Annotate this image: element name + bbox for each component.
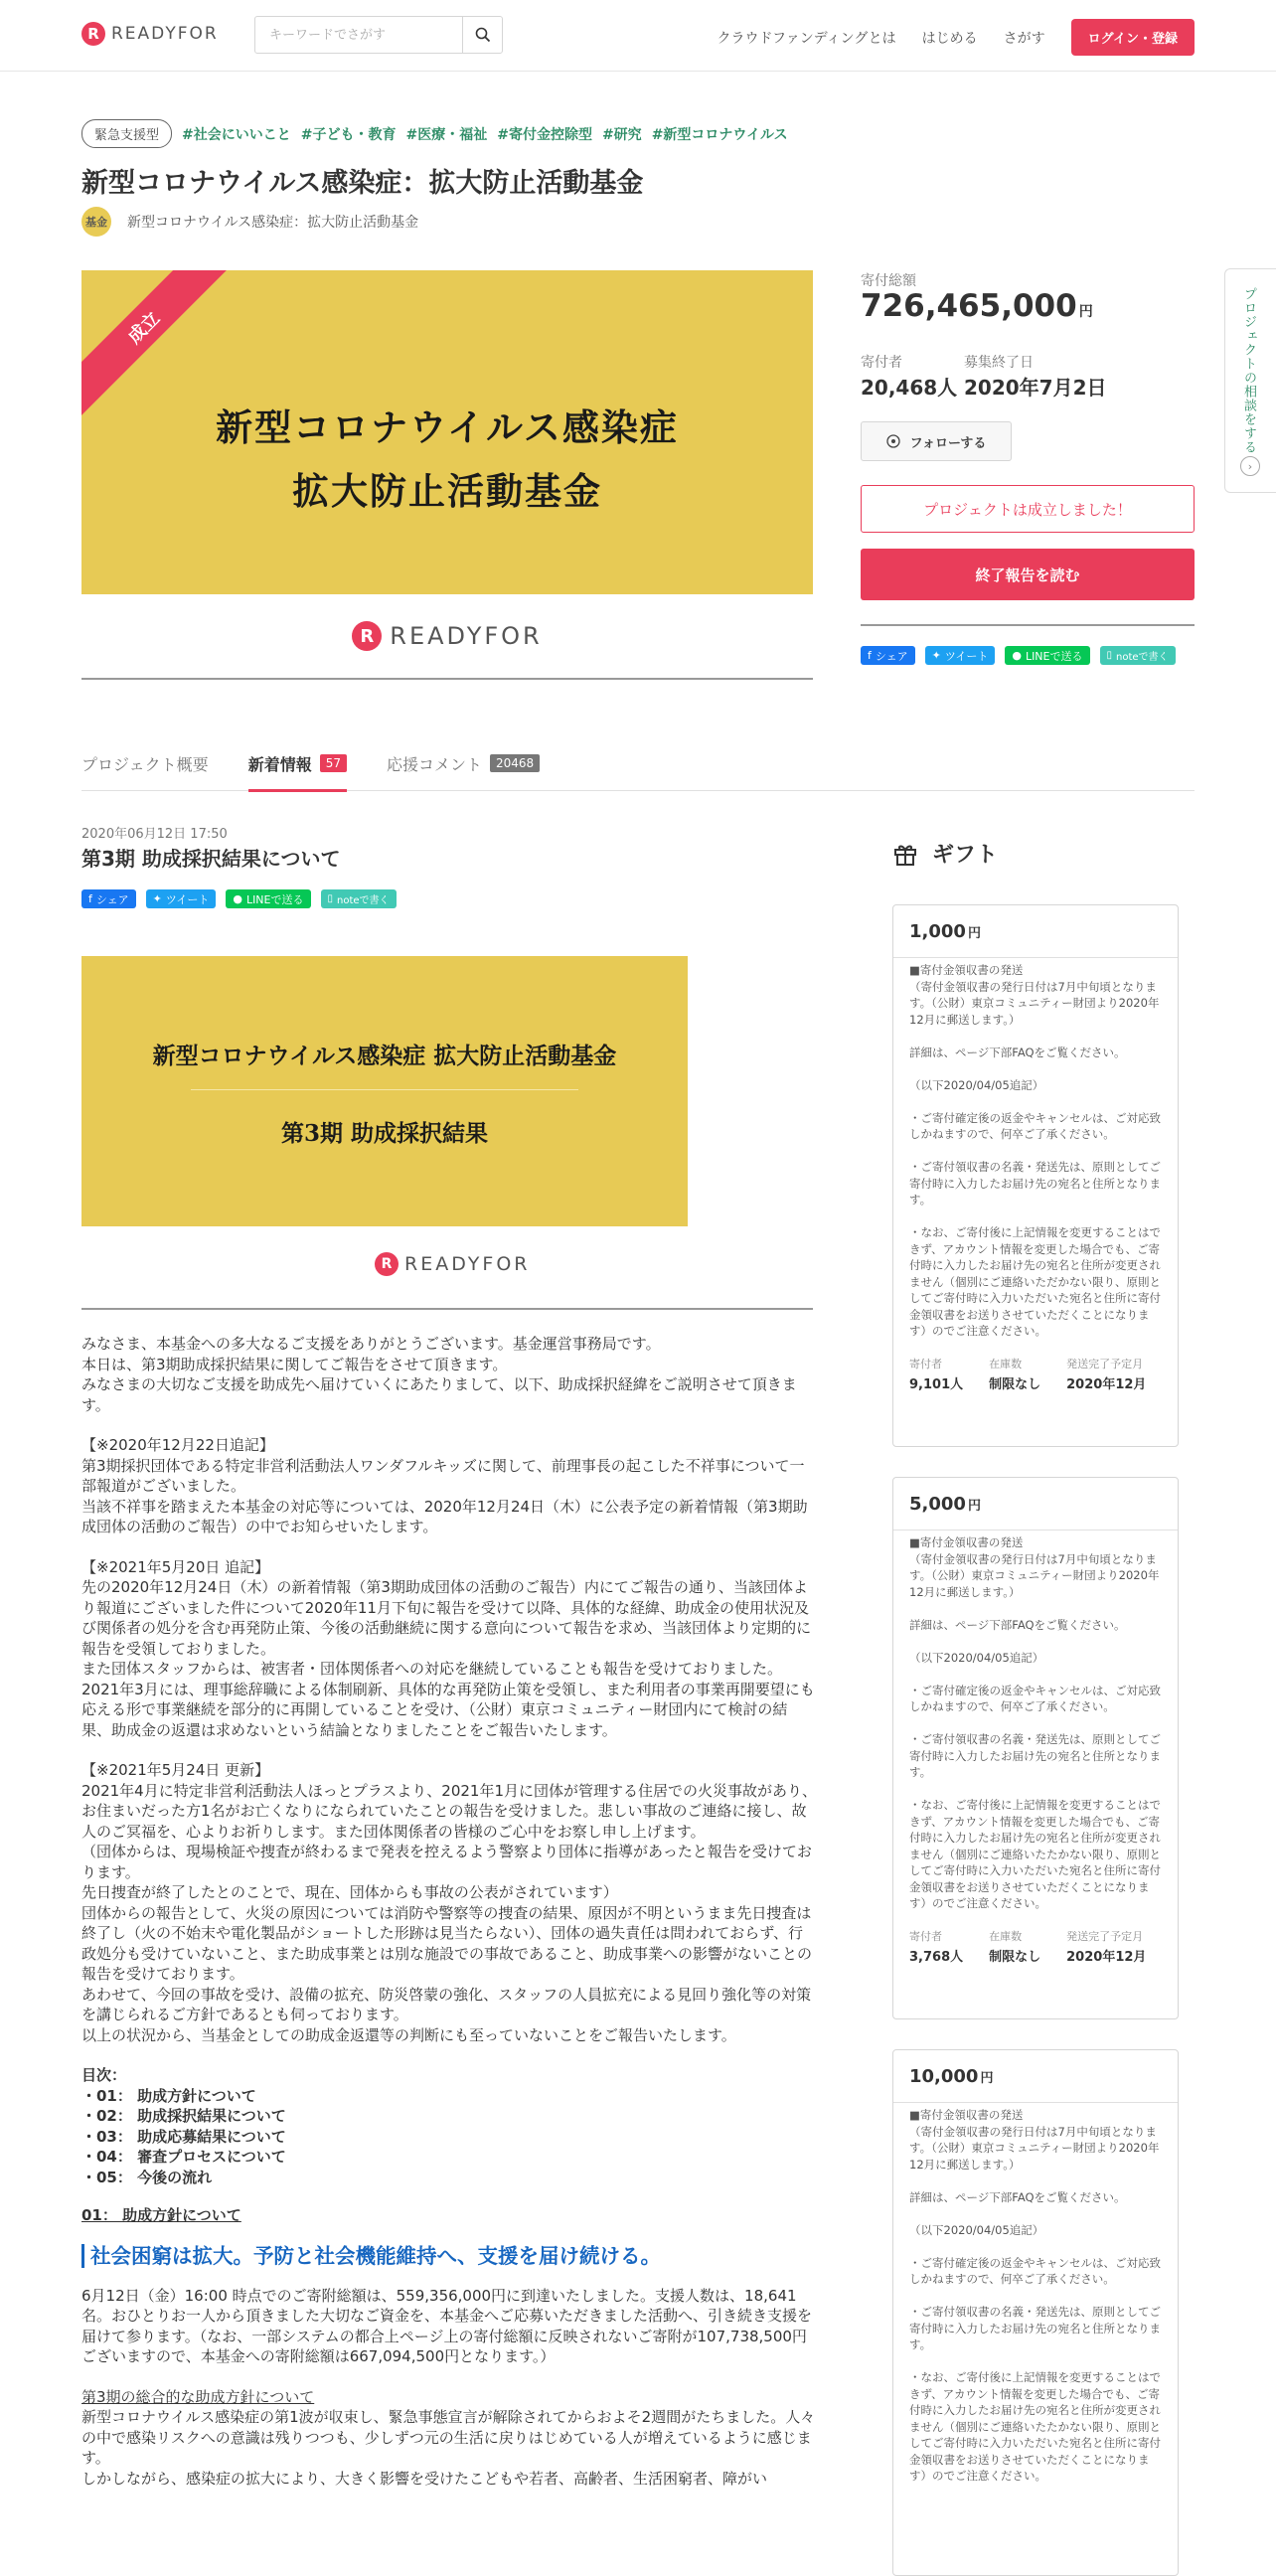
readyfor-logo-icon: R bbox=[352, 621, 382, 651]
comment-count-badge: 20468 bbox=[490, 754, 540, 772]
site-logo[interactable] bbox=[81, 22, 219, 46]
article-image-footer bbox=[81, 1226, 813, 1310]
twitter-icon: ✦ bbox=[152, 892, 162, 905]
gift-stock-label: 在庫数 bbox=[989, 1357, 1023, 1370]
owner-name: 新型コロナウイルス感染症：拡大防止活動基金 bbox=[127, 215, 419, 231]
gift-meta bbox=[909, 1928, 1162, 1965]
share-label: ツイート bbox=[165, 892, 210, 906]
gift-ship-value: 2020年12月 bbox=[1066, 1949, 1147, 1965]
gift-ship-label: 発送完了予定月 bbox=[1066, 1357, 1144, 1370]
article-image-line2: 第3期 助成採択結果 bbox=[280, 1120, 488, 1147]
divider bbox=[861, 624, 1195, 626]
article-paragraph: 【※2021年5月24日 更新】 2021年4月に特定非営利活動法人ほっとプラスより、2021年1月に団体が管理する住居での火災事故があり、お住まいだった方1名がお亡くなりになられていたことの報告を受けました。悲しい事故のご連絡に接し、故人のご冥福を、心よりお祈りします。また団体関係者の皆様のご心中をお察し申し上げます。 （団体からは、現場検証や捜査が終わるまで発表を控えるよう警察より団体に指導があったと報告を受けております。 先日捜査が終了したとのことで、現在、団体からも事故の公表がされています） 団体からの報告として、火災の原因については消防や警察等の捜査の結果、原因が不明というまま先日捜査は終了し（火の不始末や電化製品がショートした形跡は見当たらない）、団体の過失責任は問われておらず、行政処分も受けていないこと、また助成事業とは別な施設での事故であること、助成事業への影響がないことの報告を受けております。 あわせて、今回の事故を受け、設備の拡充、防災啓蒙の強化、スタッフの人員拡充による見回り強化等の対策を講じられるご方針であるとも伺っております。 以上の状況から、当基金としての助成金返還等の判断にも至っていないことをご報告いたします。 bbox=[81, 1761, 817, 2044]
tab-label: 応援コメント bbox=[386, 754, 482, 774]
search-button[interactable] bbox=[462, 17, 502, 53]
toc-heading: 目次： bbox=[81, 2066, 127, 2084]
share-buttons bbox=[861, 646, 1176, 665]
consult-label: プロジェクトの相談をする bbox=[1241, 287, 1256, 454]
project-tabs bbox=[81, 735, 1195, 791]
gift-stock-value: 制限なし bbox=[989, 1949, 1041, 1965]
total-value: 726,465,000 bbox=[861, 288, 1077, 324]
donors-value: 20,468人 bbox=[861, 376, 958, 400]
readyfor-logo-icon: R bbox=[81, 22, 105, 46]
hero-logo-text: READYFOR bbox=[390, 622, 543, 650]
total-amount bbox=[861, 288, 1093, 324]
end-date-label: 募集終了日 bbox=[964, 355, 1034, 371]
share-label: noteで書く bbox=[337, 895, 390, 906]
nav-search[interactable]: さがす bbox=[1003, 30, 1045, 47]
share-label: LINEで送る bbox=[1025, 649, 1083, 663]
hero-footer bbox=[81, 594, 813, 680]
facebook-icon: f bbox=[868, 649, 872, 662]
search-input[interactable] bbox=[255, 17, 462, 53]
divider bbox=[893, 957, 1178, 958]
article-paragraph: 6月12日（金）16:00 時点でのご寄附総額は、559,356,000円に到達いたしました。支援人数は、18,641名。おひとりお一人から頂きました大切なご資金を、本基金へご応募いただきました活動へ、引き続き支援を届けて参ります。（なお、一部システムの都合上ページ上の寄付総額に反映されないご寄附が107,738,500円ございますので、本基金への寄附総額は667,094,500円となります。） bbox=[81, 2286, 813, 2365]
article-paragraph: 【※2021年5月20日 追記】 先の2020年12月24日（木）の新着情報（第3期助成団体の活動のご報告）内にてご報告の通り、当該団体より報道にございました件について2020年11月下旬に報告を受けて以降、具体的な経緯、助成金の使用状況及び関係者の処分を含む再発防止策、今後の活動継続に関する意向について報告を求め、当該団体より定期的に報告を受領しておりました。 また団体スタッフからは、被害者・団体関係者への対応を継続していることも報告を受けておりました。 2021年3月には、理事総辞職による体制刷新、具体的な再発防止策を受領し、また利用者の事業再開要望にも応える形で事業継続を部分的に再開していることを受け、（公財）東京コミュニティー財団内にて検討の結果、助成金の返還は求めないという結論となりましたことをご報告いたします。 bbox=[81, 1557, 815, 1739]
login-button[interactable]: ログイン・登録 bbox=[1071, 19, 1195, 56]
line-share-button[interactable] bbox=[1005, 646, 1089, 665]
tag-link[interactable]: #寄付金控除型 bbox=[497, 126, 592, 143]
article-paragraph: みなさま、本基金への多大なるご支援をありがとうございます。基金運営事務局です。 本日は、第3期助成採択結果に関してご報告をさせて頂きます。 みなさまの大切なご支援を助成先へ届けていくにあたりまして、以下、助成採択経緯をご説明させて頂きます。 bbox=[81, 1335, 797, 1414]
top-nav bbox=[717, 19, 1195, 56]
line-icon: ● bbox=[233, 892, 242, 905]
gift-card[interactable] bbox=[892, 904, 1179, 1447]
note-icon: ▯ bbox=[1106, 650, 1113, 661]
twitter-share-button[interactable] bbox=[925, 646, 996, 665]
tab-comments[interactable] bbox=[387, 735, 540, 791]
divider bbox=[191, 1089, 578, 1090]
gift-price-value: 5,000 bbox=[909, 1494, 966, 1515]
article-body bbox=[81, 1334, 817, 2508]
gift-price-unit: 円 bbox=[967, 926, 981, 941]
gift-price-value: 10,000 bbox=[909, 2066, 979, 2087]
gift-donors-value: 9,101人 bbox=[909, 1376, 964, 1392]
project-tags bbox=[81, 119, 788, 148]
total-label: 寄付総額 bbox=[861, 273, 916, 289]
gift-price bbox=[909, 921, 1162, 942]
gift-ship-label: 発送完了予定月 bbox=[1066, 1929, 1144, 1943]
donors-label: 寄付者 bbox=[861, 355, 902, 371]
hero-title-line2: 拡大防止活動基金 bbox=[292, 469, 602, 513]
share-label: LINEで送る bbox=[245, 892, 304, 906]
note-icon: ▯ bbox=[327, 893, 334, 904]
urgent-badge: 緊急支援型 bbox=[81, 119, 172, 148]
total-unit: 円 bbox=[1078, 304, 1093, 320]
facebook-share-button[interactable] bbox=[81, 889, 136, 908]
line-icon: ● bbox=[1012, 649, 1022, 662]
news-count-badge: 57 bbox=[320, 754, 347, 772]
subsection-heading: 第3期の総合的な助成方針について bbox=[81, 2387, 315, 2406]
table-of-contents: ・01： 助成方針について ・02： 助成採択結果について ・03： 助成応募結果について ・04： 審査プロセスについて ・05： 今後の流れ bbox=[81, 2086, 286, 2186]
article-image-logo bbox=[375, 1252, 531, 1276]
nav-start[interactable]: はじめる bbox=[921, 30, 978, 47]
gift-stock-value: 制限なし bbox=[989, 1376, 1041, 1392]
article-title: 第3期 助成採択結果について bbox=[81, 847, 341, 871]
line-share-button[interactable] bbox=[226, 889, 310, 908]
tab-overview[interactable] bbox=[81, 735, 209, 791]
gift-description: ■寄付金領収書の発送 （寄付金領収書の発行日付は7月中旬頃となります。（公財）東京コミュニティー財団より2020年12月に郵送します。） 詳細は、ページ下部FAQをご覧ください。 （以下2020/04/05追記） ・ご寄付確定後の返金やキャンセルは、ご対応致しかねますので、何卒ご了承ください。 ・ご寄付領収書の名義・発送先は、原則としてご寄付時に入力したお届け先の宛名と住所となります。 ・なお、ご寄付後に上記情報を変更することはできず、アカウント情報を変更した場合でも、ご寄付時に入力したお届け先の宛名と住所が変更されません（個別にご連絡いたたかない限り、原則としてご寄付時に入力いただいた宛名と住所に寄付金領収書をお送りさせていただくことになります）のでご注意ください。 bbox=[909, 2108, 1161, 2483]
note-share-button[interactable] bbox=[321, 889, 397, 908]
read-final-report-button[interactable]: 終了報告を読む bbox=[861, 549, 1195, 600]
tab-label: プロジェクト概要 bbox=[81, 754, 209, 774]
gift-price bbox=[909, 2066, 1162, 2087]
gift-heading bbox=[892, 838, 998, 869]
facebook-icon: f bbox=[88, 892, 92, 905]
twitter-share-button[interactable] bbox=[146, 889, 217, 908]
gift-description: ■寄付金領収書の発送 （寄付金領収書の発行日付は7月中旬頃となります。（公財）東京コミュニティー財団より2020年12月に郵送します。） 詳細は、ページ下部FAQをご覧ください。 （以下2020/04/05追記） ・ご寄付確定後の返金やキャンセルは、ご対応致しかねますので、何卒ご了承ください。 ・ご寄付領収書の名義・発送先は、原則としてご寄付時に入力したお届け先の宛名と住所となります。 ・なお、ご寄付後に上記情報を変更することはできず、アカウント情報を変更した場合でも、ご寄付時に入力したお届け先の宛名と住所が変更されません（個別にご連絡いただかない限り、原則としてご寄付時に入力いただいた宛名と住所に寄付金領収書をお送りさせていただくことになります）のでご注意ください。 bbox=[909, 963, 1161, 1338]
search-box bbox=[254, 16, 503, 54]
end-date-value: 2020年7月2日 bbox=[964, 376, 1107, 400]
readyfor-logo-icon: R bbox=[375, 1252, 399, 1276]
share-label: ツイート bbox=[944, 649, 989, 663]
follow-label: フォローする bbox=[909, 435, 987, 451]
project-owner[interactable] bbox=[81, 207, 418, 237]
tag-link[interactable]: #医療・福祉 bbox=[405, 126, 488, 143]
gift-meta bbox=[909, 1356, 1162, 1392]
article-paragraph: 【※2020年12月22日追記】 第3期採択団体である特定非営利活動法人ワンダフルキッズに関して、前理事長の起こした不祥事について一部報道がございました。 当該不祥事を踏まえた本基金の対応等については、2020年12月24日（木）に公表予定の新着情報（第3期助成団体の活動のご報告）の中でお知らせいたします。 bbox=[81, 1436, 808, 1535]
search-icon bbox=[475, 27, 491, 43]
facebook-share-button[interactable] bbox=[861, 646, 915, 665]
gift-donors-value: 3,768人 bbox=[909, 1949, 964, 1965]
tag-link[interactable]: #新型コロナウイルス bbox=[651, 126, 788, 143]
gift-price-value: 1,000 bbox=[909, 921, 966, 942]
share-label: noteで書く bbox=[1116, 652, 1169, 663]
tag-link[interactable]: #研究 bbox=[601, 126, 642, 143]
tag-link[interactable]: #社会にいいこと bbox=[182, 126, 291, 143]
article-image-line1: 新型コロナウイルス感染症 拡大防止活動基金 bbox=[152, 1043, 617, 1069]
chevron-right-icon: › bbox=[1240, 456, 1260, 476]
section-link[interactable]: 01： 助成方針について bbox=[81, 2206, 241, 2224]
gift-card[interactable] bbox=[892, 1477, 1179, 2019]
gift-ship-value: 2020年12月 bbox=[1066, 1376, 1147, 1392]
tag-link[interactable]: #子ども・教育 bbox=[300, 126, 397, 143]
tab-news[interactable] bbox=[248, 735, 347, 791]
section-heading: 社会困窮は拡大。予防と社会機能維持へ、支援を届け続ける。 bbox=[81, 2244, 817, 2268]
article-image bbox=[81, 956, 688, 1226]
share-label: シェア bbox=[95, 892, 129, 906]
article-date: 2020年06月12日 17:50 bbox=[81, 827, 228, 842]
twitter-icon: ✦ bbox=[931, 649, 941, 662]
follow-button[interactable] bbox=[861, 421, 1012, 461]
gift-price-unit: 円 bbox=[980, 2071, 994, 2086]
project-hero-image bbox=[81, 270, 813, 594]
consult-side-tab[interactable] bbox=[1224, 268, 1276, 493]
gift-description: ■寄付金領収書の発送 （寄付金領収書の発行日付は7月中旬頃となります。（公財）東京コミュニティー財団より2020年12月に郵送します。） 詳細は、ページ下部FAQをご覧ください。 （以下2020/04/05追記） ・ご寄付確定後の返金やキャンセルは、ご対応致しかねますので、何卒ご了承ください。 ・ご寄付領収書の名義・発送先は、原則としてご寄付時に入力したお届け先の宛名と住所となります。 ・なお、ご寄付後に上記情報を変更することはできず、アカウント情報を変更した場合でも、ご寄付時に入力したお届け先の宛名と住所が変更されません（個別にご連絡いたたかない限り、原則としてご寄付時に入力いただいた宛名と住所に寄付金領収書をお送りさせていただくことになります）のでご注意ください。 bbox=[909, 1535, 1161, 1910]
gift-donors-label: 寄付者 bbox=[909, 1357, 942, 1370]
gift-icon bbox=[892, 841, 918, 867]
article-share-buttons bbox=[81, 889, 397, 908]
hero-title-line1: 新型コロナウイルス感染症 bbox=[216, 405, 679, 449]
tab-label: 新着情報 bbox=[247, 754, 312, 774]
owner-avatar: 基金 bbox=[81, 207, 111, 237]
success-ribbon: 成立 bbox=[81, 270, 240, 424]
gift-donors-label: 寄付者 bbox=[909, 1929, 942, 1943]
divider bbox=[893, 2102, 1178, 2103]
nav-about[interactable]: クラウドファンディングとは bbox=[717, 30, 896, 47]
gift-price-unit: 円 bbox=[967, 1499, 981, 1514]
project-success-notice: プロジェクトは成立しました！ bbox=[861, 485, 1195, 533]
share-label: シェア bbox=[875, 649, 908, 663]
gift-stock-label: 在庫数 bbox=[989, 1929, 1023, 1943]
gift-price bbox=[909, 1494, 1162, 1515]
article-logo-text: READYFOR bbox=[404, 1253, 531, 1275]
site-header bbox=[0, 0, 1276, 72]
project-title: 新型コロナウイルス感染症：拡大防止活動基金 bbox=[81, 168, 644, 199]
article-paragraph: 新型コロナウイルス感染症の第1波が収束し、緊急事態宣言が解除されてからおよそ2週間がたちました。人々の中で感染リスクへの意識は残りつつも、少しずつ元の生活に戻りはじめている人が増えているように感じます。 しかしながら、感染症の拡大により、大きく影響を受けたこどもや若者、高齢者、生活困窮者、障がい bbox=[81, 2408, 816, 2488]
follow-icon bbox=[886, 434, 900, 448]
logo-text: READYFOR bbox=[111, 24, 219, 44]
note-share-button[interactable] bbox=[1100, 646, 1176, 665]
gift-card[interactable] bbox=[892, 2049, 1179, 2576]
gift-heading-text: ギフト bbox=[932, 843, 999, 868]
